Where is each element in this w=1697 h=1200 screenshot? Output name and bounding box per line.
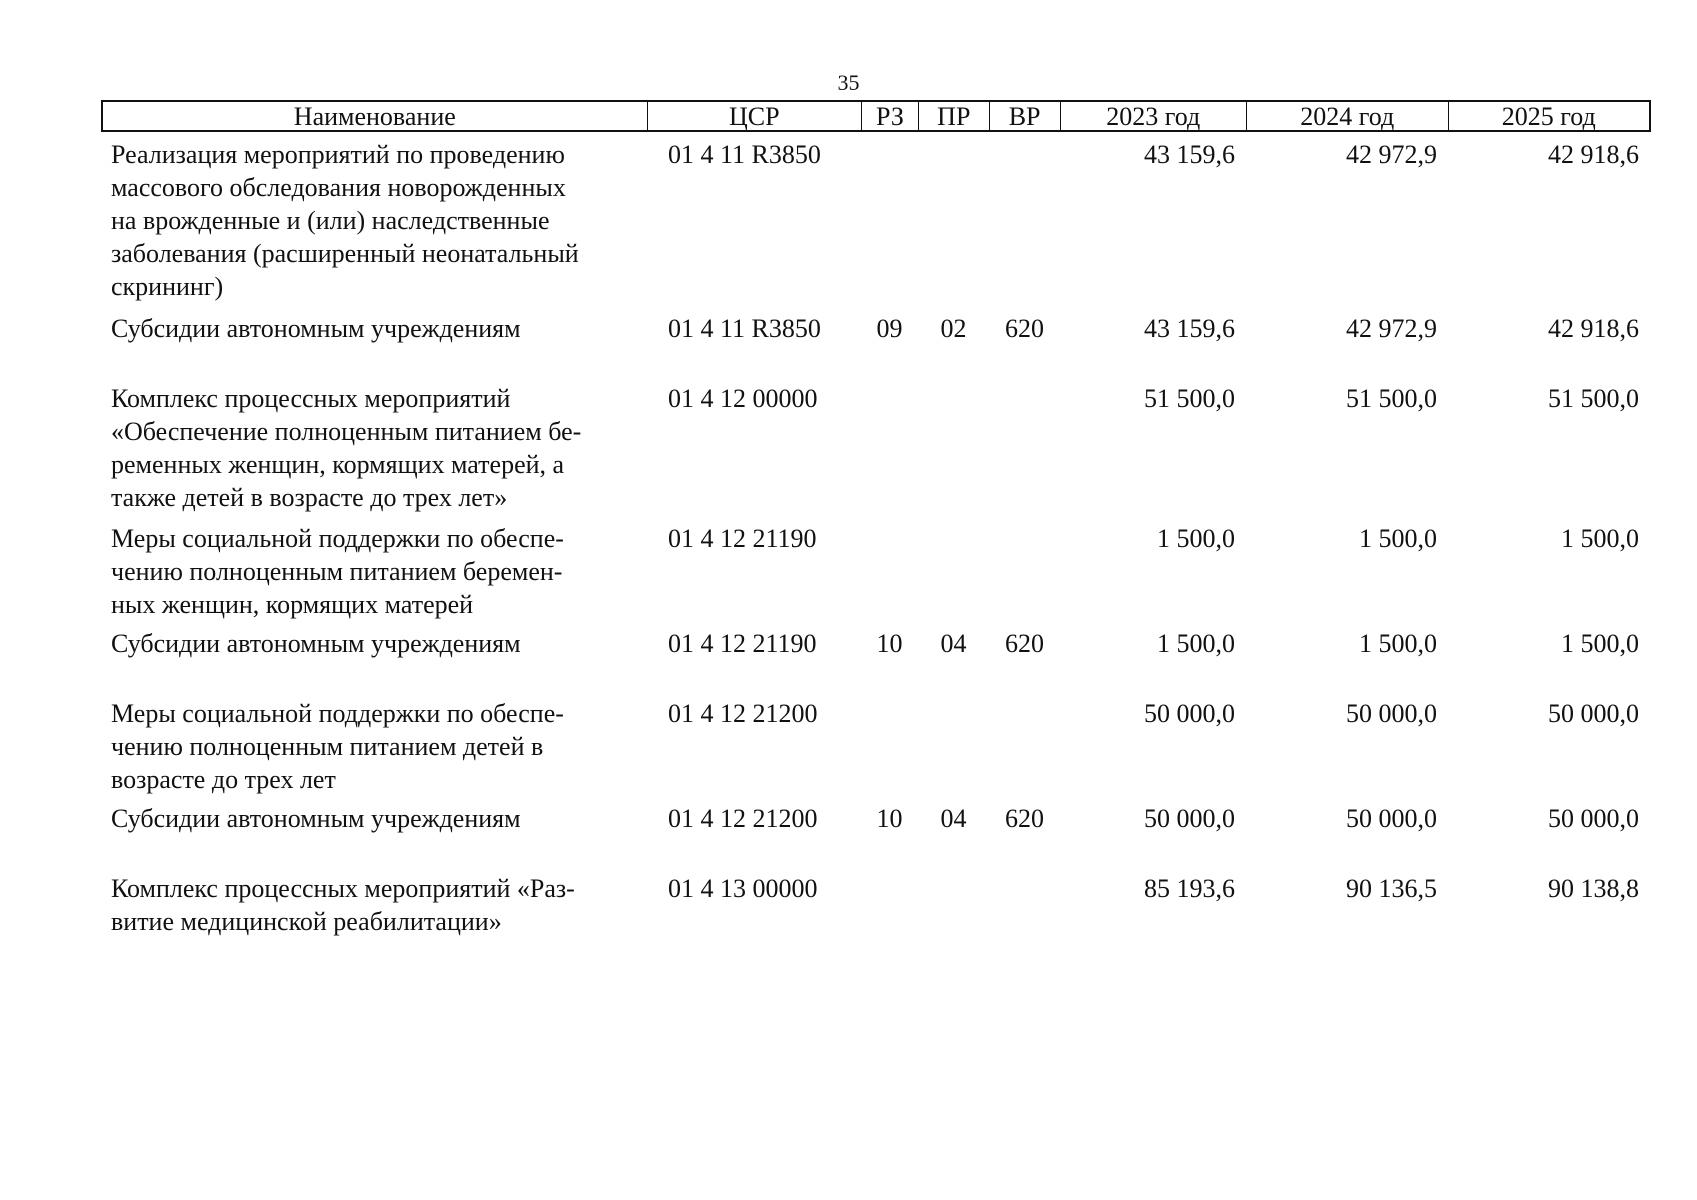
name-line: чению полноценным питанием детей в bbox=[111, 732, 544, 761]
cell-2024: 1 500,0 bbox=[1359, 629, 1437, 658]
name-line: скрининг) bbox=[111, 272, 224, 301]
cell-2024: 50 000,0 bbox=[1346, 699, 1437, 728]
name-line: чению полноценным питанием беремен- bbox=[111, 557, 563, 586]
header-2025: 2025 год bbox=[1448, 102, 1649, 130]
table-row bbox=[101, 802, 1651, 835]
table-body bbox=[101, 138, 1651, 938]
name-line: Реализация мероприятий по проведению bbox=[111, 140, 565, 169]
cell-name bbox=[101, 872, 646, 938]
header-2023: 2023 год bbox=[1060, 102, 1247, 130]
cell-pr: 04 bbox=[940, 629, 967, 658]
cell-pr bbox=[918, 872, 989, 938]
cell-rz: 10 bbox=[876, 804, 903, 833]
cell-2023: 1 500,0 bbox=[1157, 629, 1235, 658]
cell-2024: 42 972,9 bbox=[1346, 140, 1437, 169]
cell-rz: 09 bbox=[876, 314, 903, 343]
cell-2023: 1 500,0 bbox=[1157, 524, 1235, 553]
cell-pr bbox=[918, 138, 989, 303]
cell-vr bbox=[989, 382, 1060, 514]
cell-2024: 42 972,9 bbox=[1346, 314, 1437, 343]
cell-name bbox=[101, 802, 646, 835]
table-row bbox=[101, 312, 1651, 345]
header-name: Наименование bbox=[293, 102, 456, 130]
name-line: Меры социальной поддержки по обеспе- bbox=[111, 524, 564, 553]
cell-pr bbox=[918, 382, 989, 514]
name-line: ременных женщин, кормящих матерей, а bbox=[111, 450, 565, 479]
page-number: 35 bbox=[837, 70, 860, 95]
cell-2024: 1 500,0 bbox=[1359, 524, 1437, 553]
table-row bbox=[101, 522, 1651, 621]
cell-2023: 85 193,6 bbox=[1144, 874, 1235, 903]
cell-rz bbox=[861, 522, 918, 621]
cell-2025: 50 000,0 bbox=[1548, 804, 1639, 833]
cell-rz bbox=[861, 138, 918, 303]
cell-vr: 620 bbox=[1005, 314, 1044, 343]
cell-csr: 01 4 11 R3850 bbox=[668, 140, 821, 169]
cell-2023: 50 000,0 bbox=[1144, 804, 1235, 833]
cell-2025: 50 000,0 bbox=[1548, 699, 1639, 728]
cell-2023: 50 000,0 bbox=[1144, 699, 1235, 728]
cell-csr: 01 4 13 00000 bbox=[668, 874, 818, 903]
cell-2023: 51 500,0 bbox=[1144, 384, 1235, 413]
table-header bbox=[101, 100, 1651, 132]
cell-2024: 90 136,5 bbox=[1346, 874, 1437, 903]
header-rz: РЗ bbox=[861, 102, 918, 130]
cell-2024: 50 000,0 bbox=[1346, 804, 1437, 833]
name-line: ных женщин, кормящих матерей bbox=[111, 590, 474, 619]
cell-vr bbox=[989, 872, 1060, 938]
cell-csr: 01 4 12 00000 bbox=[668, 384, 818, 413]
name-line: также детей в возрасте до трех лет» bbox=[111, 483, 508, 512]
header-csr: ЦСР bbox=[647, 102, 861, 130]
cell-2025: 42 918,6 bbox=[1548, 140, 1639, 169]
cell-pr: 04 bbox=[940, 804, 967, 833]
cell-rz: 10 bbox=[876, 629, 903, 658]
cell-2025: 1 500,0 bbox=[1561, 629, 1639, 658]
cell-rz bbox=[861, 697, 918, 796]
header-2024: 2024 год bbox=[1246, 102, 1447, 130]
cell-2025: 51 500,0 bbox=[1548, 384, 1639, 413]
cell-name bbox=[101, 138, 646, 303]
name-line: на врожденные и (или) наследственные bbox=[111, 206, 550, 235]
cell-2025: 90 138,8 bbox=[1548, 874, 1639, 903]
cell-vr: 620 bbox=[1005, 629, 1044, 658]
name-line: «Обеспечение полноценным питанием бе- bbox=[111, 417, 582, 446]
cell-name bbox=[101, 312, 646, 345]
cell-name bbox=[101, 627, 646, 660]
cell-2025: 1 500,0 bbox=[1561, 524, 1639, 553]
table-row bbox=[101, 872, 1651, 938]
cell-name bbox=[101, 382, 646, 514]
name-line: Субсидии автономным учреждениям bbox=[111, 629, 521, 658]
budget-table bbox=[101, 100, 1651, 938]
cell-vr bbox=[989, 697, 1060, 796]
name-line: Субсидии автономным учреждениям bbox=[111, 314, 521, 343]
cell-rz bbox=[861, 872, 918, 938]
cell-pr bbox=[918, 522, 989, 621]
name-line: Меры социальной поддержки по обеспе- bbox=[111, 699, 564, 728]
cell-csr: 01 4 12 21200 bbox=[668, 699, 818, 728]
table-row bbox=[101, 382, 1651, 514]
cell-vr bbox=[989, 522, 1060, 621]
name-line: заболевания (расширенный неонатальный bbox=[111, 239, 579, 268]
cell-rz bbox=[861, 382, 918, 514]
table-row bbox=[101, 627, 1651, 660]
table-row bbox=[101, 697, 1651, 796]
cell-pr: 02 bbox=[940, 314, 967, 343]
cell-vr bbox=[989, 138, 1060, 303]
cell-csr: 01 4 12 21190 bbox=[668, 629, 817, 658]
name-line: витие медицинской реабилитации» bbox=[111, 907, 502, 936]
cell-name bbox=[101, 522, 646, 621]
cell-csr: 01 4 12 21200 bbox=[668, 804, 818, 833]
cell-2023: 43 159,6 bbox=[1144, 140, 1235, 169]
cell-2023: 43 159,6 bbox=[1144, 314, 1235, 343]
cell-csr: 01 4 11 R3850 bbox=[668, 314, 821, 343]
name-line: возрасте до трех лет bbox=[111, 765, 336, 794]
header-vr: ВР bbox=[989, 102, 1060, 130]
name-line: Комплекс процессных мероприятий bbox=[111, 384, 511, 413]
name-line: Комплекс процессных мероприятий «Раз- bbox=[111, 874, 575, 903]
name-line: массового обследования новорожденных bbox=[111, 173, 566, 202]
cell-vr: 620 bbox=[1005, 804, 1044, 833]
header-pr: ПР bbox=[918, 102, 989, 130]
name-line: Субсидии автономным учреждениям bbox=[111, 804, 521, 833]
cell-pr bbox=[918, 697, 989, 796]
cell-name bbox=[101, 697, 646, 796]
table-row bbox=[101, 138, 1651, 303]
cell-csr: 01 4 12 21190 bbox=[668, 524, 817, 553]
cell-2024: 51 500,0 bbox=[1346, 384, 1437, 413]
cell-2025: 42 918,6 bbox=[1548, 314, 1639, 343]
